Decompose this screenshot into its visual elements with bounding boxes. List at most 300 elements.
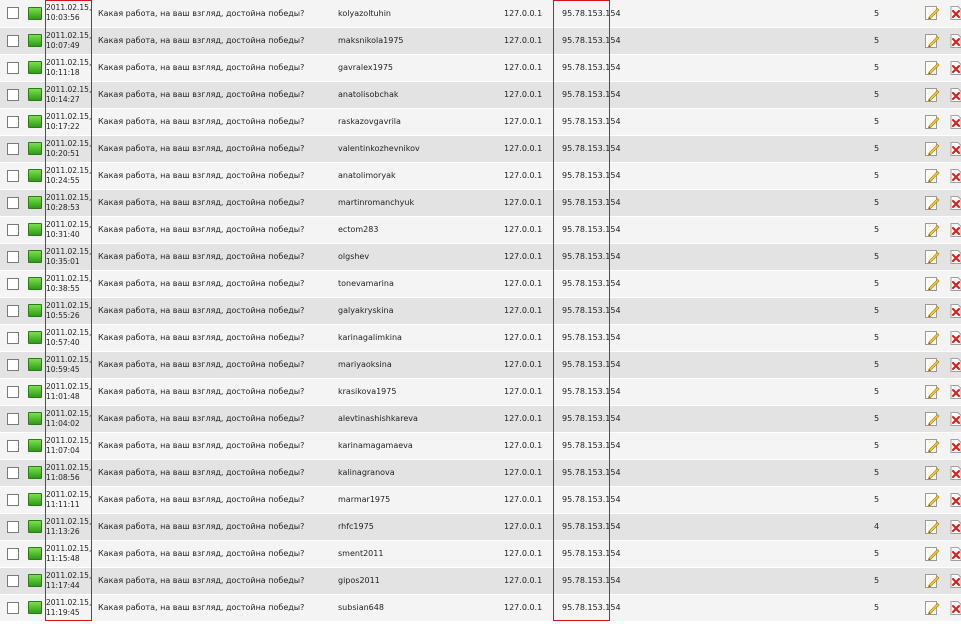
table-row: [0, 432, 961, 459]
vote-time: 11:08:56: [46, 472, 80, 482]
row-select-cell: [0, 378, 26, 405]
vote-time: 10:55:26: [46, 310, 80, 320]
login-cell: subsian648: [336, 594, 502, 621]
vote-date: 2011.02.15,: [46, 570, 92, 580]
question-cell: Какая работа, на ваш взгляд, достойна победы?: [94, 540, 336, 567]
delete-cell: [944, 54, 961, 81]
row-select-checkbox[interactable]: [7, 602, 19, 614]
row-select-cell: [0, 54, 26, 81]
vote-date: 2011.02.15,: [46, 300, 92, 310]
delete-icon[interactable]: [948, 87, 961, 103]
green-status-icon: [28, 250, 42, 263]
green-status-icon: [28, 142, 42, 155]
edit-icon[interactable]: [924, 492, 940, 508]
vote-time: 10:03:56: [46, 13, 80, 23]
client-ip-cell: 95.78.153.154: [560, 378, 872, 405]
status-cell: [26, 540, 44, 567]
datetime-cell: [44, 27, 94, 54]
table-row: [0, 486, 961, 513]
delete-cell: [944, 189, 961, 216]
vote-time: 10:28:53: [46, 202, 80, 212]
table-row: [0, 513, 961, 540]
server-ip-cell: 127.0.0.1: [502, 459, 560, 486]
question-cell: Какая работа, на ваш взгляд, достойна победы?: [94, 351, 336, 378]
status-cell: [26, 0, 44, 27]
status-cell: [26, 162, 44, 189]
client-ip-cell: 95.78.153.154: [560, 594, 872, 621]
status-cell: [26, 189, 44, 216]
client-ip-cell: 95.78.153.154: [560, 243, 872, 270]
delete-icon[interactable]: [948, 411, 961, 427]
datetime-cell: [44, 108, 94, 135]
datetime-cell: [44, 432, 94, 459]
edit-icon[interactable]: [924, 384, 940, 400]
row-select-checkbox[interactable]: [7, 521, 19, 533]
edit-cell: [920, 216, 944, 243]
question-cell: Какая работа, на ваш взгляд, достойна победы?: [94, 162, 336, 189]
row-select-checkbox[interactable]: [7, 224, 19, 236]
table-row: [0, 270, 961, 297]
row-select-checkbox[interactable]: [7, 386, 19, 398]
login-cell: raskazovgavrila: [336, 108, 502, 135]
server-ip-cell: 127.0.0.1: [502, 108, 560, 135]
row-select-cell: [0, 594, 26, 621]
edit-cell: [920, 405, 944, 432]
row-select-checkbox[interactable]: [7, 7, 19, 19]
table-row: [0, 405, 961, 432]
score-cell: 5: [872, 108, 920, 135]
login-cell: galyakryskina: [336, 297, 502, 324]
login-cell: olgshev: [336, 243, 502, 270]
delete-cell: [944, 567, 961, 594]
delete-icon[interactable]: [948, 384, 961, 400]
status-cell: [26, 513, 44, 540]
score-cell: 5: [872, 459, 920, 486]
score-cell: 5: [872, 81, 920, 108]
edit-icon[interactable]: [924, 5, 940, 21]
vote-time: 10:31:40: [46, 229, 80, 239]
row-select-checkbox[interactable]: [7, 143, 19, 155]
delete-cell: [944, 216, 961, 243]
row-select-cell: [0, 108, 26, 135]
vote-date: 2011.02.15,: [46, 597, 92, 607]
login-cell: tonevamarina: [336, 270, 502, 297]
table-row: [0, 54, 961, 81]
question-cell: Какая работа, на ваш взгляд, достойна победы?: [94, 27, 336, 54]
delete-cell: [944, 405, 961, 432]
delete-icon[interactable]: [948, 519, 961, 535]
status-cell: [26, 54, 44, 81]
table-row: [0, 216, 961, 243]
client-ip-cell: 95.78.153.154: [560, 81, 872, 108]
row-select-checkbox[interactable]: [7, 251, 19, 263]
datetime-cell: [44, 324, 94, 351]
row-select-cell: [0, 162, 26, 189]
edit-icon[interactable]: [924, 168, 940, 184]
server-ip-cell: 127.0.0.1: [502, 540, 560, 567]
delete-cell: [944, 27, 961, 54]
delete-cell: [944, 540, 961, 567]
edit-icon[interactable]: [924, 546, 940, 562]
datetime-cell: [44, 513, 94, 540]
delete-cell: [944, 513, 961, 540]
delete-icon[interactable]: [948, 303, 961, 319]
vote-time: 10:07:49: [46, 40, 80, 50]
client-ip-cell: 95.78.153.154: [560, 405, 872, 432]
green-status-icon: [28, 277, 42, 290]
login-cell: gipos2011: [336, 567, 502, 594]
status-cell: [26, 567, 44, 594]
vote-time: 10:24:55: [46, 175, 80, 185]
edit-cell: [920, 108, 944, 135]
edit-icon[interactable]: [924, 303, 940, 319]
edit-icon[interactable]: [924, 87, 940, 103]
client-ip-cell: 95.78.153.154: [560, 351, 872, 378]
status-cell: [26, 459, 44, 486]
row-select-checkbox[interactable]: [7, 35, 19, 47]
question-cell: Какая работа, на ваш взгляд, достойна победы?: [94, 189, 336, 216]
row-select-checkbox[interactable]: [7, 305, 19, 317]
edit-cell: [920, 189, 944, 216]
question-cell: Какая работа, на ваш взгляд, достойна победы?: [94, 54, 336, 81]
login-cell: krasikova1975: [336, 378, 502, 405]
vote-date: 2011.02.15,: [46, 516, 92, 526]
row-select-checkbox[interactable]: [7, 116, 19, 128]
edit-cell: [920, 459, 944, 486]
edit-icon[interactable]: [924, 222, 940, 238]
datetime-cell: [44, 405, 94, 432]
delete-icon[interactable]: [948, 492, 961, 508]
edit-cell: [920, 297, 944, 324]
edit-icon[interactable]: [924, 357, 940, 373]
delete-cell: [944, 594, 961, 621]
delete-cell: [944, 459, 961, 486]
delete-icon[interactable]: [948, 276, 961, 292]
client-ip-cell: 95.78.153.154: [560, 162, 872, 189]
delete-icon[interactable]: [948, 168, 961, 184]
row-select-checkbox[interactable]: [7, 494, 19, 506]
login-cell: valentinkozhevnikov: [336, 135, 502, 162]
client-ip-cell: 95.78.153.154: [560, 27, 872, 54]
client-ip-cell: 95.78.153.154: [560, 54, 872, 81]
server-ip-cell: 127.0.0.1: [502, 351, 560, 378]
edit-icon[interactable]: [924, 411, 940, 427]
delete-icon[interactable]: [948, 330, 961, 346]
vote-date: 2011.02.15,: [46, 489, 92, 499]
edit-icon[interactable]: [924, 573, 940, 589]
green-status-icon: [28, 493, 42, 506]
vote-date: 2011.02.15,: [46, 435, 92, 445]
edit-icon[interactable]: [924, 195, 940, 211]
edit-cell: [920, 513, 944, 540]
status-cell: [26, 297, 44, 324]
status-cell: [26, 405, 44, 432]
datetime-cell: [44, 351, 94, 378]
status-cell: [26, 351, 44, 378]
client-ip-cell: 95.78.153.154: [560, 0, 872, 27]
row-select-checkbox[interactable]: [7, 278, 19, 290]
login-cell: kolyazoltuhin: [336, 0, 502, 27]
delete-icon[interactable]: [948, 60, 961, 76]
delete-icon[interactable]: [948, 438, 961, 454]
table-row: [0, 594, 961, 621]
server-ip-cell: 127.0.0.1: [502, 189, 560, 216]
vote-time: 11:11:11: [46, 499, 80, 509]
client-ip-cell: 95.78.153.154: [560, 513, 872, 540]
score-cell: 5: [872, 594, 920, 621]
question-cell: Какая работа, на ваш взгляд, достойна победы?: [94, 378, 336, 405]
row-select-cell: [0, 27, 26, 54]
row-select-cell: [0, 216, 26, 243]
delete-cell: [944, 486, 961, 513]
delete-cell: [944, 432, 961, 459]
delete-icon[interactable]: [948, 141, 961, 157]
edit-icon[interactable]: [924, 330, 940, 346]
edit-icon[interactable]: [924, 276, 940, 292]
table-row: [0, 81, 961, 108]
score-cell: 5: [872, 297, 920, 324]
datetime-cell: [44, 216, 94, 243]
edit-icon[interactable]: [924, 33, 940, 49]
vote-time: 10:35:01: [46, 256, 80, 266]
server-ip-cell: 127.0.0.1: [502, 270, 560, 297]
vote-date: 2011.02.15,: [46, 138, 92, 148]
login-cell: kalinagranova: [336, 459, 502, 486]
delete-icon[interactable]: [948, 573, 961, 589]
delete-icon[interactable]: [948, 357, 961, 373]
delete-cell: [944, 378, 961, 405]
client-ip-cell: 95.78.153.154: [560, 540, 872, 567]
delete-icon[interactable]: [948, 249, 961, 265]
server-ip-cell: 127.0.0.1: [502, 162, 560, 189]
row-select-checkbox[interactable]: [7, 62, 19, 74]
question-cell: Какая работа, на ваш взгляд, достойна победы?: [94, 81, 336, 108]
score-cell: 5: [872, 567, 920, 594]
vote-time: 10:17:22: [46, 121, 80, 131]
table-row: [0, 162, 961, 189]
delete-icon[interactable]: [948, 33, 961, 49]
delete-icon[interactable]: [948, 465, 961, 481]
edit-icon[interactable]: [924, 60, 940, 76]
delete-cell: [944, 0, 961, 27]
delete-icon[interactable]: [948, 222, 961, 238]
server-ip-cell: 127.0.0.1: [502, 297, 560, 324]
row-select-checkbox[interactable]: [7, 548, 19, 560]
client-ip-cell: 95.78.153.154: [560, 108, 872, 135]
question-cell: Какая работа, на ваш взгляд, достойна победы?: [94, 567, 336, 594]
table-row: [0, 27, 961, 54]
vote-time: 10:57:40: [46, 337, 80, 347]
vote-date: 2011.02.15,: [46, 408, 92, 418]
score-cell: 5: [872, 378, 920, 405]
vote-time: 11:04:02: [46, 418, 80, 428]
green-status-icon: [28, 304, 42, 317]
green-status-icon: [28, 169, 42, 182]
delete-cell: [944, 243, 961, 270]
delete-icon[interactable]: [948, 114, 961, 130]
score-cell: 5: [872, 189, 920, 216]
row-select-cell: [0, 270, 26, 297]
status-cell: [26, 594, 44, 621]
edit-icon[interactable]: [924, 141, 940, 157]
server-ip-cell: 127.0.0.1: [502, 378, 560, 405]
status-cell: [26, 27, 44, 54]
score-cell: 5: [872, 540, 920, 567]
edit-cell: [920, 351, 944, 378]
table-row: [0, 351, 961, 378]
row-select-checkbox[interactable]: [7, 332, 19, 344]
green-status-icon: [28, 331, 42, 344]
green-status-icon: [28, 358, 42, 371]
vote-date: 2011.02.15,: [46, 84, 92, 94]
score-cell: 5: [872, 0, 920, 27]
datetime-cell: [44, 0, 94, 27]
row-select-checkbox[interactable]: [7, 575, 19, 587]
edit-icon[interactable]: [924, 249, 940, 265]
green-status-icon: [28, 439, 42, 452]
delete-icon[interactable]: [948, 195, 961, 211]
edit-icon[interactable]: [924, 600, 940, 616]
table-row: [0, 324, 961, 351]
vote-time: 11:01:48: [46, 391, 80, 401]
score-cell: 5: [872, 432, 920, 459]
status-cell: [26, 378, 44, 405]
login-cell: karinagalimkina: [336, 324, 502, 351]
server-ip-cell: 127.0.0.1: [502, 27, 560, 54]
vote-date: 2011.02.15,: [46, 30, 92, 40]
table-row: [0, 567, 961, 594]
row-select-cell: [0, 0, 26, 27]
green-status-icon: [28, 385, 42, 398]
row-select-checkbox[interactable]: [7, 89, 19, 101]
status-cell: [26, 324, 44, 351]
edit-cell: [920, 81, 944, 108]
row-select-cell: [0, 432, 26, 459]
vote-date: 2011.02.15,: [46, 165, 92, 175]
delete-icon[interactable]: [948, 600, 961, 616]
edit-icon[interactable]: [924, 438, 940, 454]
edit-icon[interactable]: [924, 465, 940, 481]
question-cell: Какая работа, на ваш взгляд, достойна победы?: [94, 324, 336, 351]
score-cell: 5: [872, 216, 920, 243]
delete-cell: [944, 297, 961, 324]
vote-date: 2011.02.15,: [46, 543, 92, 553]
server-ip-cell: 127.0.0.1: [502, 486, 560, 513]
vote-date: 2011.02.15,: [46, 57, 92, 67]
datetime-cell: [44, 459, 94, 486]
vote-time: 10:11:18: [46, 67, 80, 77]
row-select-checkbox[interactable]: [7, 197, 19, 209]
server-ip-cell: 127.0.0.1: [502, 135, 560, 162]
delete-icon[interactable]: [948, 546, 961, 562]
question-cell: Какая работа, на ваш взгляд, достойна победы?: [94, 135, 336, 162]
datetime-cell: [44, 378, 94, 405]
login-cell: rhfc1975: [336, 513, 502, 540]
delete-cell: [944, 162, 961, 189]
table-row: [0, 135, 961, 162]
green-status-icon: [28, 196, 42, 209]
client-ip-cell: 95.78.153.154: [560, 486, 872, 513]
edit-cell: [920, 594, 944, 621]
question-cell: Какая работа, на ваш взгляд, достойна победы?: [94, 297, 336, 324]
row-select-cell: [0, 459, 26, 486]
server-ip-cell: 127.0.0.1: [502, 81, 560, 108]
vote-time: 10:20:51: [46, 148, 80, 158]
row-select-checkbox[interactable]: [7, 440, 19, 452]
row-select-cell: [0, 405, 26, 432]
edit-cell: [920, 567, 944, 594]
edit-cell: [920, 378, 944, 405]
green-status-icon: [28, 7, 42, 20]
delete-cell: [944, 270, 961, 297]
server-ip-cell: 127.0.0.1: [502, 594, 560, 621]
datetime-cell: [44, 243, 94, 270]
row-select-checkbox[interactable]: [7, 170, 19, 182]
green-status-icon: [28, 547, 42, 560]
green-status-icon: [28, 412, 42, 425]
question-cell: Какая работа, на ваш взгляд, достойна победы?: [94, 270, 336, 297]
row-select-checkbox[interactable]: [7, 359, 19, 371]
score-cell: 5: [872, 162, 920, 189]
vote-date: 2011.02.15,: [46, 3, 92, 13]
score-cell: 5: [872, 405, 920, 432]
edit-cell: [920, 270, 944, 297]
question-cell: Какая работа, на ваш взгляд, достойна победы?: [94, 486, 336, 513]
green-status-icon: [28, 520, 42, 533]
score-cell: 5: [872, 27, 920, 54]
vote-date: 2011.02.15,: [46, 462, 92, 472]
vote-date: 2011.02.15,: [46, 273, 92, 283]
delete-icon[interactable]: [948, 5, 961, 21]
green-status-icon: [28, 223, 42, 236]
login-cell: ectom283: [336, 216, 502, 243]
vote-date: 2011.02.15,: [46, 219, 92, 229]
vote-date: 2011.02.15,: [46, 192, 92, 202]
row-select-cell: [0, 189, 26, 216]
edit-cell: [920, 27, 944, 54]
row-select-cell: [0, 243, 26, 270]
server-ip-cell: 127.0.0.1: [502, 432, 560, 459]
edit-icon[interactable]: [924, 519, 940, 535]
server-ip-cell: 127.0.0.1: [502, 405, 560, 432]
vote-date: 2011.02.15,: [46, 246, 92, 256]
status-cell: [26, 486, 44, 513]
edit-cell: [920, 135, 944, 162]
delete-cell: [944, 108, 961, 135]
client-ip-cell: 95.78.153.154: [560, 459, 872, 486]
client-ip-cell: 95.78.153.154: [560, 432, 872, 459]
status-cell: [26, 81, 44, 108]
green-status-icon: [28, 61, 42, 74]
question-cell: Какая работа, на ваш взгляд, достойна победы?: [94, 513, 336, 540]
edit-cell: [920, 486, 944, 513]
table-row: [0, 540, 961, 567]
login-cell: anatolisobchak: [336, 81, 502, 108]
server-ip-cell: 127.0.0.1: [502, 567, 560, 594]
vote-time: 11:07:04: [46, 445, 80, 455]
status-cell: [26, 270, 44, 297]
status-cell: [26, 216, 44, 243]
score-cell: 5: [872, 54, 920, 81]
login-cell: martinromanchyuk: [336, 189, 502, 216]
edit-cell: [920, 54, 944, 81]
status-cell: [26, 243, 44, 270]
row-select-checkbox[interactable]: [7, 413, 19, 425]
question-cell: Какая работа, на ваш взгляд, достойна победы?: [94, 459, 336, 486]
row-select-checkbox[interactable]: [7, 467, 19, 479]
edit-icon[interactable]: [924, 114, 940, 130]
datetime-cell: [44, 162, 94, 189]
